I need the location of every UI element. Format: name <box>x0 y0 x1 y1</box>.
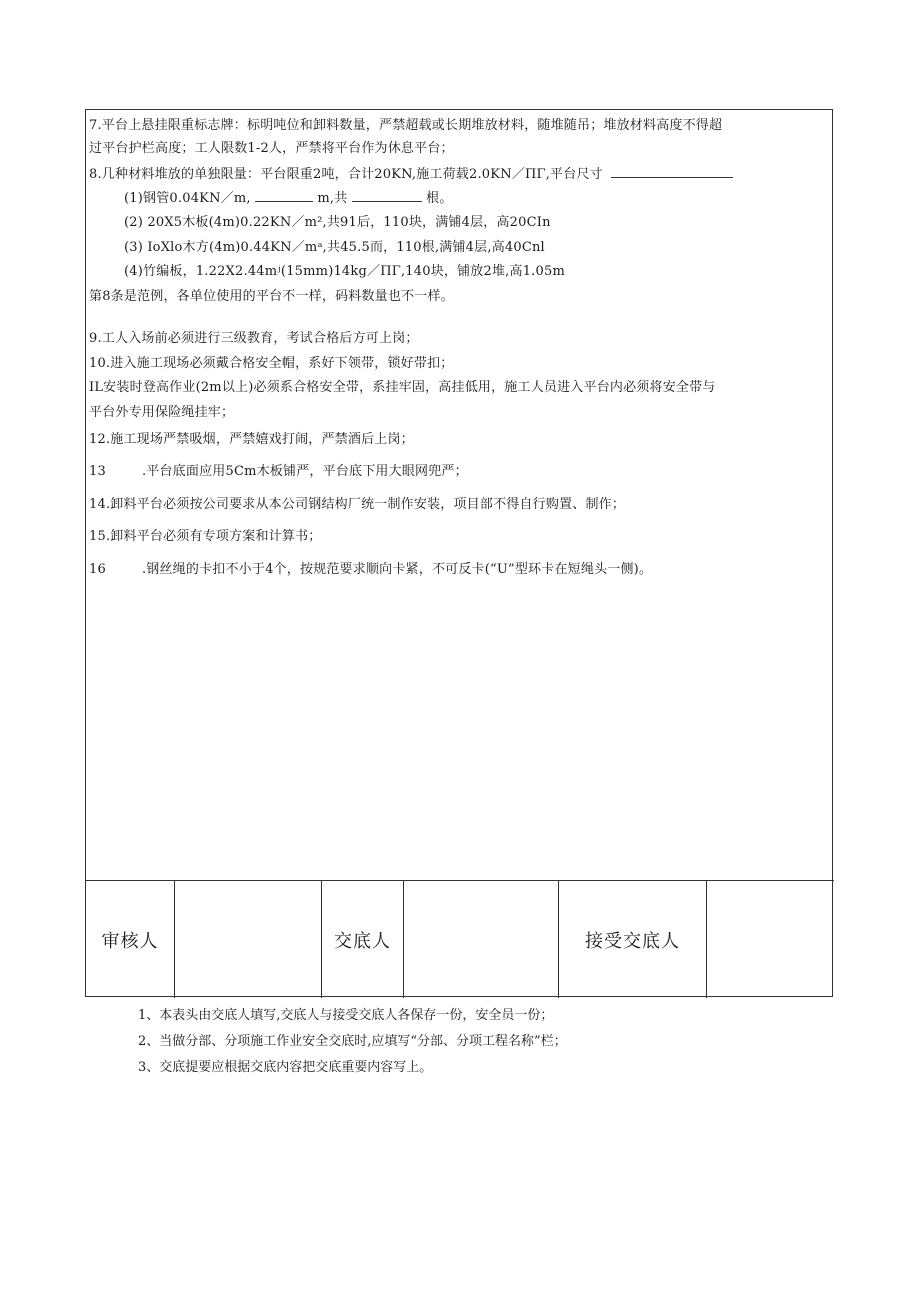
item-8-text: 8.几种材料堆放的单独限量：平台限重2吨，合计20KN,施工荷载2.0KN／ΠΓ,平台尺寸 <box>89 167 603 182</box>
platform-size-blank[interactable] <box>611 165 733 178</box>
item-16-text: .钢丝绳的卡扣不小于4个，按规范要求顺向卡紧，不可反卡(“U”型环卡在短绳头一侧)。 <box>141 562 653 577</box>
item-8-1-part-a: (1)钢管0.04KN／m, <box>124 191 251 206</box>
item-8-3: (3) IoXlo木方(4m)0.44KN／mᵃ,共45.5而，110根,满铺4层,高40Cnl <box>124 240 545 255</box>
item-8-1-part-c: 根。 <box>426 191 453 206</box>
note-1: 1、本表头由交底人填写,交底人与接受交底人各保存一份，安全员一份； <box>138 1008 554 1023</box>
item-8 <box>89 165 733 184</box>
item-11-line-2: 平台外专用保险绳挂牢； <box>89 405 235 420</box>
item-8-1-part-b: m,共 <box>317 191 348 206</box>
item-8-1 <box>124 189 453 208</box>
reviewer-signature-field[interactable] <box>175 881 322 998</box>
item-9: 9.工人入场前必须进行三级教育，考试合格后方可上岗； <box>89 331 419 346</box>
signature-row <box>86 881 834 998</box>
form-notes <box>138 1003 567 1081</box>
steel-pipe-count-blank[interactable] <box>352 189 422 202</box>
discloser-signature-field[interactable] <box>404 881 559 998</box>
item-7-line-1: 7.平台上悬挂限重标志牌：标明吨位和卸料数量，严禁超载或长期堆放材料，随堆随吊；堆放材料高度不得超 <box>89 118 723 133</box>
item-13-number: 13 <box>89 464 106 479</box>
reviewer-label: 审核人 <box>86 881 175 998</box>
note-3: 3、交底提要应根据交底内容把交底重要内容写上。 <box>138 1060 433 1075</box>
receiver-signature-field[interactable] <box>707 881 834 998</box>
item-16-number: 16 <box>89 562 106 577</box>
item-11-line-1: IL安装时登高作业(2m以上)必须系合格安全带，系挂牢固，高挂低用，施工人员进入平台内必须将安全带与 <box>89 380 716 395</box>
item-8-2: (2) 20X5木板(4m)0.22KN／m²,共91后，110块，满铺4层，高20CIn <box>124 215 551 230</box>
item-16 <box>89 561 652 579</box>
receiver-label: 接受交底人 <box>559 881 707 998</box>
item-12: 12.施工现场严禁吸烟，严禁嬉戏打闹，严禁酒后上岗； <box>89 432 414 447</box>
item-13-text: .平台底面应用5Cm木板铺严，平台底下用大眼网兜严； <box>141 464 468 479</box>
disclosure-form <box>85 109 833 997</box>
disclosure-content <box>86 110 834 881</box>
item-14: 14.卸料平台必须按公司要求从本公司钢结构厂统一制作安装，项目部不得自行购置、制作； <box>89 497 626 512</box>
discloser-label: 交底人 <box>322 881 404 998</box>
note-2: 2、当做分部、分项施工作业安全交底时,应填写“分部、分项工程名称”栏； <box>138 1034 567 1049</box>
item-7-line-2: 过平台护栏高度；工人限数1-2人，严禁将平台作为休息平台； <box>89 141 454 156</box>
item-15: 15.卸料平台必须有专项方案和计算书； <box>89 529 322 544</box>
item-8-note: 第8条是范例，各单位使用的平台不一样，码料数量也不一样。 <box>89 289 454 304</box>
steel-pipe-length-blank[interactable] <box>255 189 313 202</box>
item-13 <box>89 463 468 481</box>
item-8-4: (4)竹编板，1.22X2.44mʲ(15mm)14kg／ΠΓ,140块，铺放2堆,高1.05m <box>124 264 565 279</box>
item-10: 10.进入施工现场必须戴合格安全帽，系好下领带，锁好带扣； <box>89 356 454 371</box>
